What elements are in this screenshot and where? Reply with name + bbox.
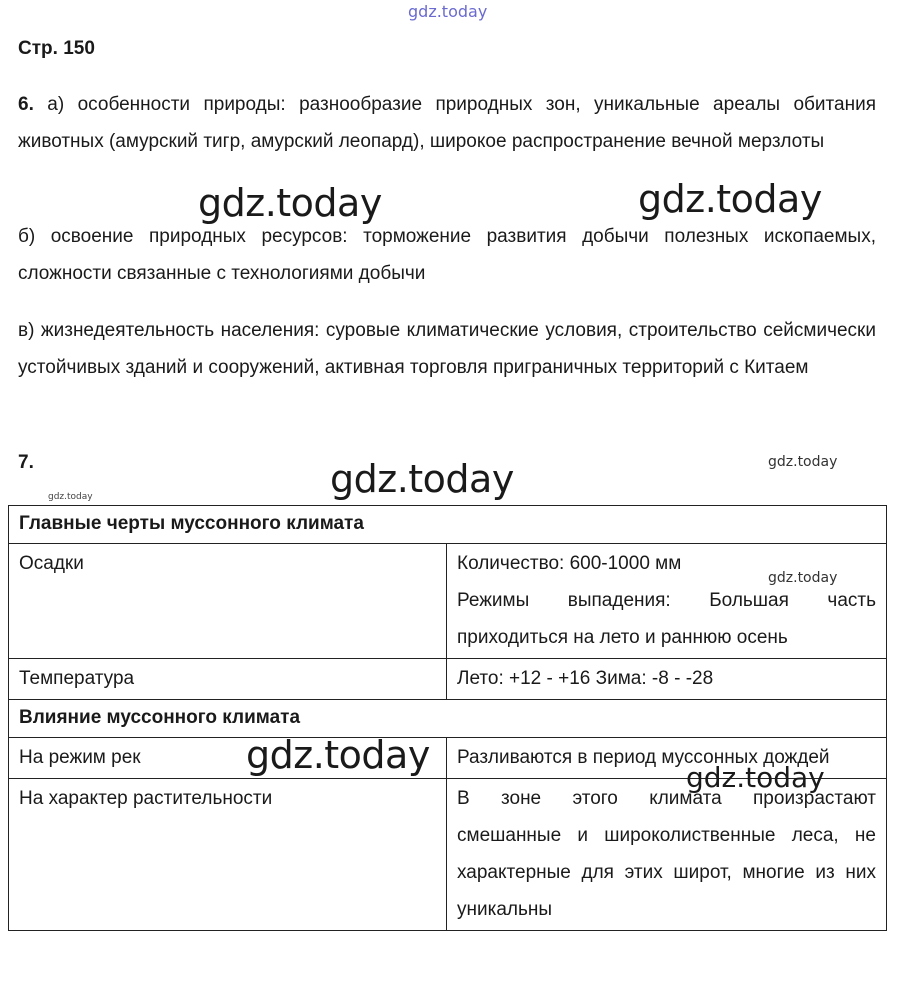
row-label-rivers: На режим рек: [9, 738, 447, 779]
precipitation-amount: Количество: 600-1000 мм: [457, 553, 682, 574]
temperature-value: Лето: +12 - +16 Зима: -8 - -28: [447, 659, 887, 700]
task6-part-b: [18, 218, 876, 292]
watermark-large: gdz.today: [330, 457, 514, 501]
watermark-tiny: gdz.today: [48, 492, 93, 502]
section-header-features: Главные черты муссонного климата: [9, 506, 887, 544]
watermark-small: gdz.today: [768, 454, 838, 470]
row-label-precipitation: Осадки: [9, 544, 447, 659]
page-title: Стр. 150: [18, 38, 95, 59]
task7-number: 7.: [18, 452, 34, 473]
table-row: [9, 506, 887, 544]
row-label-vegetation: На характер растительности: [9, 779, 447, 931]
section-header-influence: Влияние муссонного климата: [9, 700, 887, 738]
task6-b-text: б) освоение природных ресурсов: торможение развития добычи полезных ископаемых, сложности связанные с технологиями добычи: [18, 226, 876, 284]
table-row: [9, 700, 887, 738]
task6-a-text: а) особенности природы: разнообразие природных зон, уникальные ареалы обитания животных (амурский тигр, амурский леопард), широкое распространение вечной мерзлоты: [18, 94, 876, 152]
watermark-top: gdz.today: [408, 2, 488, 21]
table-row: [9, 779, 887, 931]
task6-c-text: в) жизнедеятельность населения: суровые климатические условия, строительство сейсмически устойчивых зданий и сооружений, активная торговля приграничных территорий с Китаем: [18, 320, 876, 378]
task6-part-a: [18, 86, 876, 160]
watermark-large: gdz.today: [198, 181, 382, 225]
task6-number: 6.: [18, 94, 34, 115]
row-label-temperature: Температура: [9, 659, 447, 700]
precipitation-regime: Режимы выпадения: Большая часть приходиться на лето и раннюю осень: [457, 590, 876, 648]
table-row: [9, 659, 887, 700]
watermark-large: gdz.today: [638, 177, 822, 221]
watermark-large: gdz.today: [246, 733, 430, 777]
watermark-medium: gdz.today: [686, 761, 825, 794]
watermark-small: gdz.today: [768, 570, 838, 586]
table-row: [9, 544, 887, 659]
rivers-value: Разливаются в период муссонных дождей: [447, 738, 887, 779]
precipitation-values: [447, 544, 887, 659]
monsoon-climate-table: [8, 505, 887, 931]
task6-part-c: [18, 312, 876, 386]
vegetation-value: В зоне этого климата произрастают смешанные и широколиственные леса, не характерные для этих широт, многие из них уникальны: [447, 779, 887, 931]
